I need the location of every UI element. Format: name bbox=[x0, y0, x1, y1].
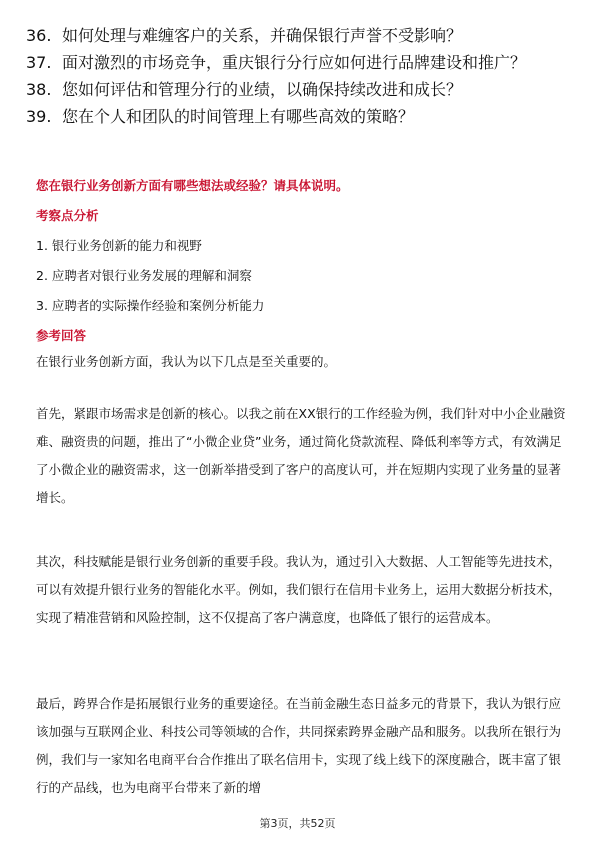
answer-paragraph bbox=[36, 400, 566, 512]
paragraph-text: 其次，科技赋能是银行业务创新的重要手段。我认为，通过引入大数据、人工智能等先进技术，可以有效提升银行业务的智能化水平。例如，我们银行在信用卡业务上，运用大数据分析技术，实现了精准营销和风险控制，这不仅提高了客户满意度，也降低了银行的运营成本。 bbox=[36, 554, 562, 625]
question-number: 38. bbox=[26, 80, 52, 99]
question-text: 如何处理与难缠客户的关系，并确保银行声誉不受影响？ bbox=[62, 26, 463, 45]
analysis-heading: 考察点分析 bbox=[36, 208, 99, 223]
question-text: 面对激烈的市场竞争，重庆银行分行应如何进行品牌建设和推广？ bbox=[62, 53, 527, 72]
question-list bbox=[26, 24, 571, 132]
focus-question-section bbox=[36, 176, 566, 196]
question-text: 您在个人和团队的时间管理上有哪些高效的策略？ bbox=[62, 107, 415, 126]
analysis-item: 1. 银行业务创新的能力和视野 bbox=[36, 238, 202, 253]
paragraph-text: 首先，紧跟市场需求是创新的核心。以我之前在XX银行的工作经验为例，我们针对中小企业融资难、融资贵的问题，推出了“小微企业贷”业务，通过简化贷款流程、降低利率等方式，有效满足了小微企业的融资需求，这一创新举措受到了客户的高度认可，并在短期内实现了业务量的显著增长。 bbox=[36, 406, 566, 505]
answer-paragraph bbox=[36, 548, 566, 632]
question-number: 37. bbox=[26, 53, 52, 72]
analysis-item: 2. 应聘者对银行业务发展的理解和洞察 bbox=[36, 268, 252, 283]
question-item bbox=[26, 51, 571, 75]
question-number: 39. bbox=[26, 107, 52, 126]
analysis-item: 3. 应聘者的实际操作经验和案例分析能力 bbox=[36, 298, 265, 313]
question-item bbox=[26, 24, 571, 48]
question-text: 您如何评估和管理分行的业绩，以确保持续改进和成长？ bbox=[62, 80, 463, 99]
answer-paragraph bbox=[36, 690, 566, 802]
paragraph-text: 最后，跨界合作是拓展银行业务的重要途径。在当前金融生态日益多元的背景下，我认为银行应该加强与互联网企业、科技公司等领域的合作，共同探索跨界金融产品和服务。以我所在银行为例，我们与一家知名电商平台合作推出了联名信用卡，实现了线上线下的深度融合，既丰富了银行的产品线，也为电商平台带来了新的增 bbox=[36, 696, 562, 795]
answer-intro: 在银行业务创新方面，我认为以下几点是至关重要的。 bbox=[36, 354, 337, 369]
analysis-section bbox=[36, 206, 566, 316]
answer-heading: 参考回答 bbox=[36, 328, 87, 343]
question-item bbox=[26, 105, 571, 129]
focus-question: 您在银行业务创新方面有哪些想法或经验？请具体说明。 bbox=[36, 178, 349, 193]
answer-section bbox=[36, 326, 566, 376]
question-item bbox=[26, 78, 571, 102]
question-number: 36. bbox=[26, 26, 52, 45]
page-footer: 第3页，共52页 bbox=[259, 817, 336, 830]
